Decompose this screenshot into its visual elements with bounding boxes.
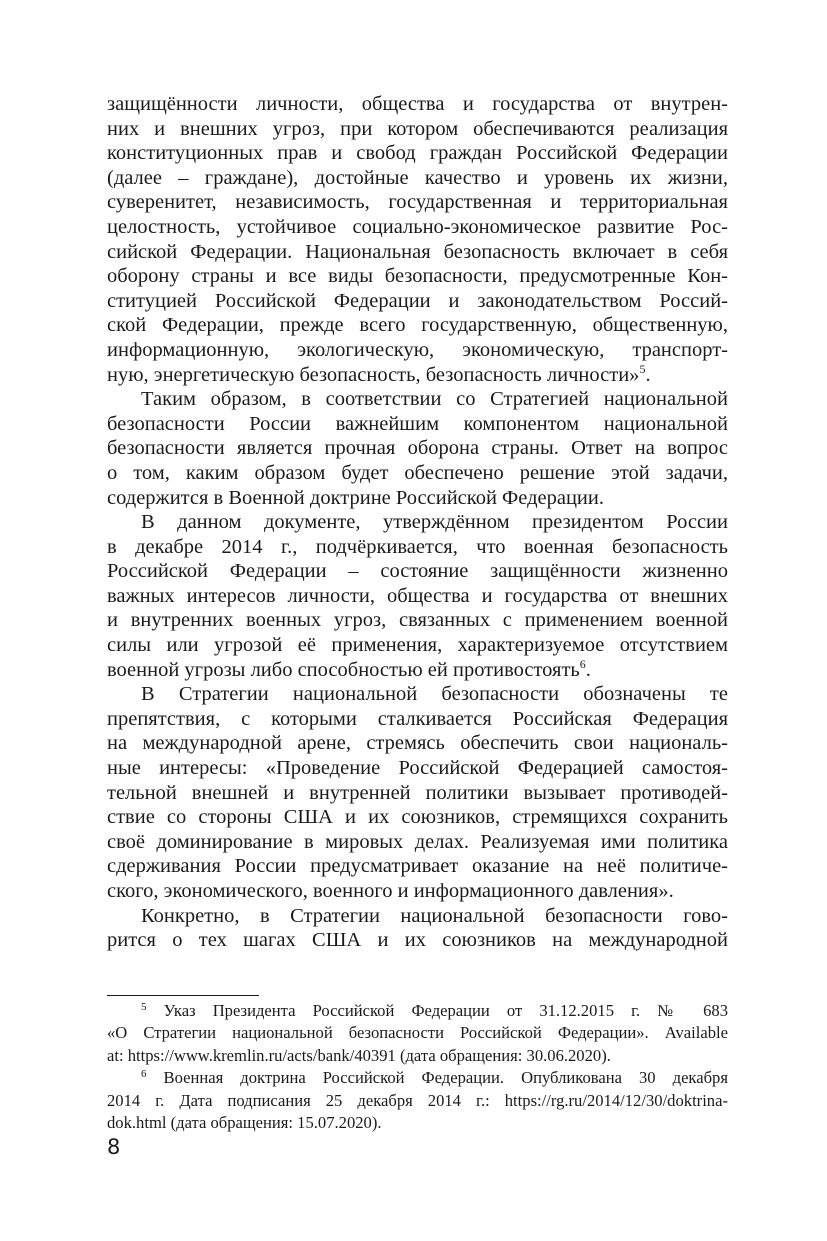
- footnote-ref-5[interactable]: 5: [639, 361, 646, 376]
- footnote-ref-6[interactable]: 6: [579, 656, 586, 671]
- text-line: сийской Федерации. Национальная безопасность включает в себя: [107, 240, 728, 263]
- footnote-separator: [107, 995, 259, 996]
- footnote-line: «О Стратегии национальной безопасности Российской Федерации». Available: [107, 1023, 728, 1043]
- text-line: (далее – граждане), достойные качество и уровень их жизни,: [107, 166, 728, 189]
- text-line: в декабре 2014 г., подчёркивается, что военная безопасность: [107, 535, 728, 558]
- punctuation: .: [645, 363, 651, 386]
- text-line: [107, 658, 728, 683]
- footnote-line: 2014 г. Дата подписания 25 декабря 2014 г.: https://rg.ru/2014/12/30/doktrina-: [107, 1090, 728, 1110]
- footnotes: [107, 1000, 728, 1134]
- text-line: важных интересов личности, общества и государства от внешних: [107, 584, 728, 607]
- text-line: рится о тех шагах США и их союзников на международной: [107, 929, 728, 952]
- main-text: [107, 92, 728, 953]
- text-line: на международной арене, стремясь обеспечить свои националь-: [107, 732, 728, 755]
- footnote-mark-5: 5: [141, 1001, 147, 1013]
- footnote-line: dok.html (дата обращения: 15.07.2020).: [107, 1112, 382, 1132]
- text-line: них и внешних угроз, при котором обеспечиваются реализация: [107, 117, 728, 140]
- text-line: силы или угрозой её применения, характеризуемое отсутствием: [107, 634, 728, 657]
- text-line: оборону страны и все виды безопасности, предусмотренные Кон-: [107, 265, 728, 288]
- text-line: содержится в Военной доктрине Российской Федерации.: [107, 486, 604, 509]
- footnote-text: Указ Президента Российской Федерации от 31.12.2015 г. № 683: [163, 1001, 728, 1020]
- text-line: безопасности является прочная оборона страны. Ответ на вопрос: [107, 437, 728, 460]
- text-line: В данном документе, утверждённом президентом России: [141, 511, 728, 534]
- text-line: о том, каким образом будет обеспечено решение этой задачи,: [107, 461, 728, 484]
- text-line: информационную, экологическую, экономическую, транспорт-: [107, 338, 728, 361]
- text-line-content: военной угрозы либо способностью ей противостоять: [107, 658, 580, 681]
- text-line: суверенитет, независимость, государственная и территориальная: [107, 191, 728, 214]
- text-line: ского, экономического, военного и информационного давления».: [107, 880, 674, 902]
- text-line: Конкретно, в Стратегии национальной безопасности гово-: [141, 904, 728, 927]
- text-line: ской Федерации, прежде всего государственную, общественную,: [107, 314, 728, 337]
- text-line: ствие со стороны США и их союзников, стремящихся сохранить: [107, 806, 728, 829]
- text-line: [107, 363, 728, 388]
- text-line: ституцией Российской Федерации и законодательством Россий-: [107, 289, 728, 312]
- text-line: безопасности России важнейшим компонентом национальной: [107, 412, 728, 435]
- text-line: сдерживания России предусматривает оказание на неё политиче-: [107, 855, 728, 878]
- footnote-5: [107, 1000, 728, 1022]
- footnote-mark-6: 6: [141, 1068, 147, 1081]
- text-line: Таким образом, в соответствии со Стратегией национальной: [141, 388, 728, 411]
- text-line: и внутренних военных угроз, связанных с применением военной: [107, 609, 728, 632]
- footnote-line: at: https://www.kremlin.ru/acts/bank/40391 (дата обращения: 30.06.2020).: [107, 1045, 611, 1065]
- text-line: препятствия, с которыми сталкивается Российская Федерация: [107, 707, 728, 730]
- text-line: тельной внешней и внутренней политики вызывает противодей-: [107, 781, 728, 804]
- text-line: Российской Федерации – состояние защищённости жизненно: [107, 560, 728, 583]
- text-line: ные интересы: «Проведение Российской Федерацией самостоя-: [107, 757, 728, 780]
- footnote-text: Военная доктрина Российской Федерации. Опубликована 30 декабря: [163, 1068, 728, 1088]
- page-number: 8: [107, 1135, 121, 1159]
- footnote-6: [107, 1067, 728, 1089]
- text-line: конституционных прав и свобод граждан Российской Федерации: [107, 142, 728, 165]
- text-line: В Стратегии национальной безопасности обозначены те: [141, 683, 728, 706]
- text-line: защищённости личности, общества и государства от внутрен-: [107, 93, 728, 115]
- text-line-content: ную, энергетическую безопасность, безопасность личности»: [107, 363, 640, 386]
- text-line: целостность, устойчивое социально-экономическое развитие Рос-: [107, 215, 728, 238]
- punctuation: .: [585, 658, 591, 681]
- text-line: своё доминирование в мировых делах. Реализуемая ими политика: [107, 830, 728, 853]
